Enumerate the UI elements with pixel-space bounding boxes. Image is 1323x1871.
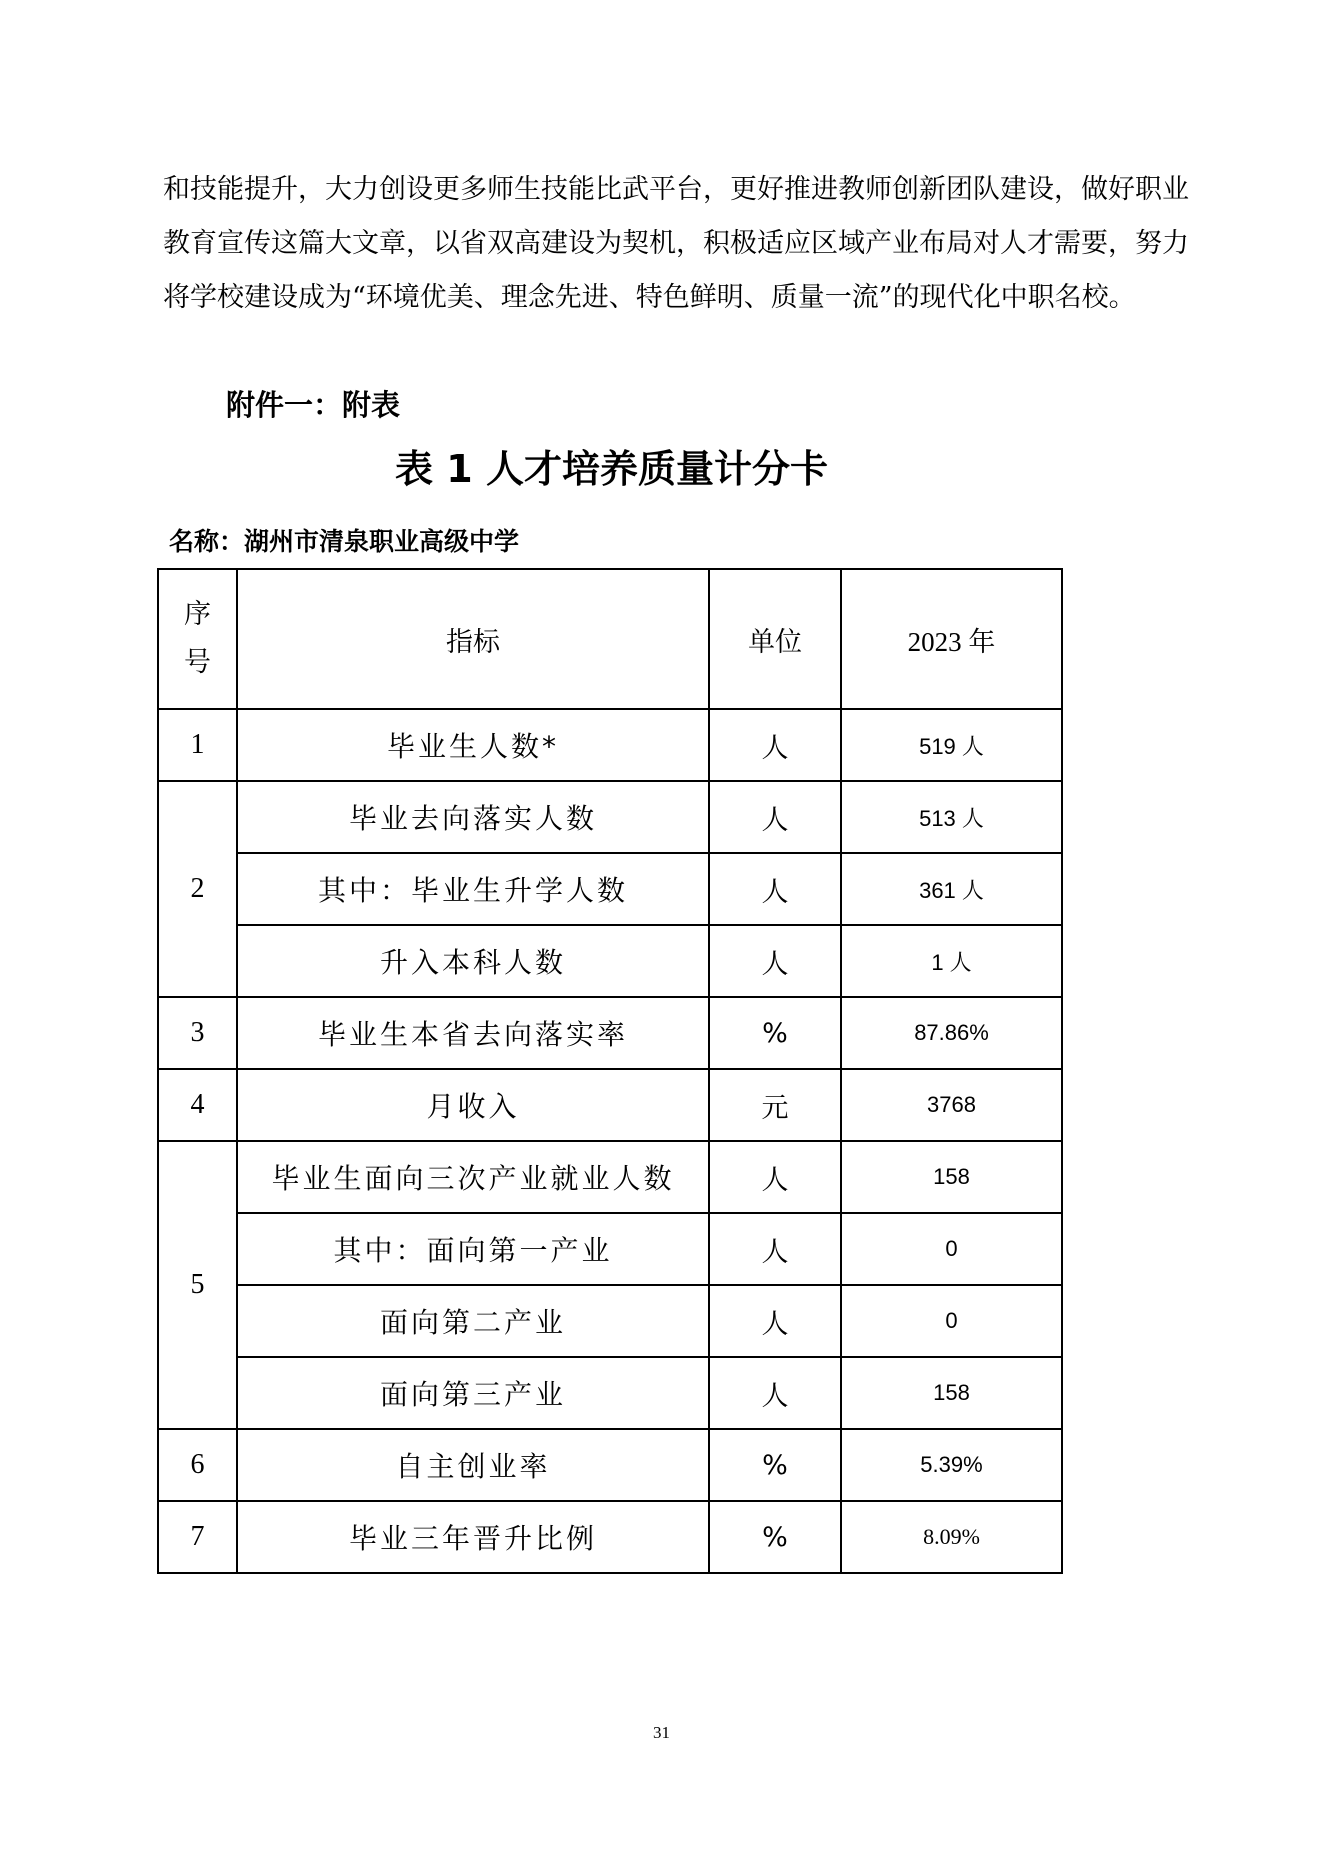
table-row	[158, 709, 1062, 781]
table-row	[158, 1141, 1062, 1213]
value-cell: 513 人	[841, 781, 1062, 853]
unit-cell: 人	[709, 781, 841, 853]
value-cell: 1 人	[841, 925, 1062, 997]
table-row	[158, 1285, 1062, 1357]
indicator-cell: 毕业生人数*	[237, 709, 709, 781]
school-name: 名称：湖州市清泉职业高级中学	[169, 527, 520, 556]
indicator-cell: 面向第二产业	[237, 1285, 709, 1357]
table-row	[158, 1357, 1062, 1429]
table-row	[158, 925, 1062, 997]
unit-cell: 人	[709, 1285, 841, 1357]
table-row	[158, 1069, 1062, 1141]
table-row	[158, 997, 1062, 1069]
seq-cell: 6	[158, 1429, 237, 1501]
page-number: 31	[653, 1723, 670, 1742]
header-seq-line: 序	[184, 599, 211, 630]
unit-cell: 人	[709, 925, 841, 997]
table-row	[158, 1429, 1062, 1501]
value-cell: 0	[841, 1285, 1062, 1357]
value-cell: 3768	[841, 1069, 1062, 1141]
indicator-cell: 其中：面向第一产业	[237, 1213, 709, 1285]
table-header-row	[158, 569, 1062, 709]
paragraph-line: 和技能提升，大力创设更多师生技能比武平台，更好推进教师创新团队建设，做好职业	[163, 174, 1189, 205]
indicator-cell: 毕业生本省去向落实率	[237, 997, 709, 1069]
talent-quality-scorecard-table	[157, 568, 1063, 1574]
indicator-cell: 其中：毕业生升学人数	[237, 853, 709, 925]
table-row	[158, 781, 1062, 853]
indicator-cell: 自主创业率	[237, 1429, 709, 1501]
paragraph-line: 教育宣传这篇大文章，以省双高建设为契机，积极适应区域产业布局对人才需要，努力	[163, 228, 1189, 259]
indicator-cell: 毕业去向落实人数	[237, 781, 709, 853]
value-cell: 519 人	[841, 709, 1062, 781]
indicator-cell: 毕业三年晋升比例	[237, 1501, 709, 1573]
unit-cell: 人	[709, 1141, 841, 1213]
seq-cell: 7	[158, 1501, 237, 1573]
indicator-cell: 月收入	[237, 1069, 709, 1141]
value-cell: 87.86%	[841, 997, 1062, 1069]
value-cell: 158	[841, 1357, 1062, 1429]
seq-cell: 1	[158, 709, 237, 781]
body-paragraph	[163, 163, 1189, 325]
unit-cell: %	[709, 1501, 841, 1573]
unit-cell: 元	[709, 1069, 841, 1141]
seq-cell: 2	[158, 781, 237, 997]
seq-cell: 5	[158, 1141, 237, 1429]
table-row	[158, 1501, 1062, 1573]
table-row	[158, 1213, 1062, 1285]
unit-cell: %	[709, 1429, 841, 1501]
unit-cell: 人	[709, 1213, 841, 1285]
indicator-cell: 升入本科人数	[237, 925, 709, 997]
unit-cell: 人	[709, 1357, 841, 1429]
unit-cell: %	[709, 997, 841, 1069]
value-cell: 8.09%	[841, 1501, 1062, 1573]
header-year: 2023 年	[841, 569, 1062, 709]
appendix-heading: 附件一：附表	[226, 388, 401, 422]
seq-cell: 3	[158, 997, 237, 1069]
value-cell: 361 人	[841, 853, 1062, 925]
header-seq-line: 号	[184, 647, 211, 678]
seq-cell: 4	[158, 1069, 237, 1141]
header-seq	[158, 569, 237, 709]
value-cell: 158	[841, 1141, 1062, 1213]
unit-cell: 人	[709, 709, 841, 781]
table-row	[158, 853, 1062, 925]
value-cell: 5.39%	[841, 1429, 1062, 1501]
header-indicator: 指标	[237, 569, 709, 709]
unit-cell: 人	[709, 853, 841, 925]
indicator-cell: 面向第三产业	[237, 1357, 709, 1429]
table-title: 表 1 人才培养质量计分卡	[395, 447, 828, 491]
indicator-cell: 毕业生面向三次产业就业人数	[237, 1141, 709, 1213]
header-unit: 单位	[709, 569, 841, 709]
paragraph-line: 将学校建设成为“环境优美、理念先进、特色鲜明、质量一流”的现代化中职名校。	[163, 282, 1136, 313]
value-cell: 0	[841, 1213, 1062, 1285]
